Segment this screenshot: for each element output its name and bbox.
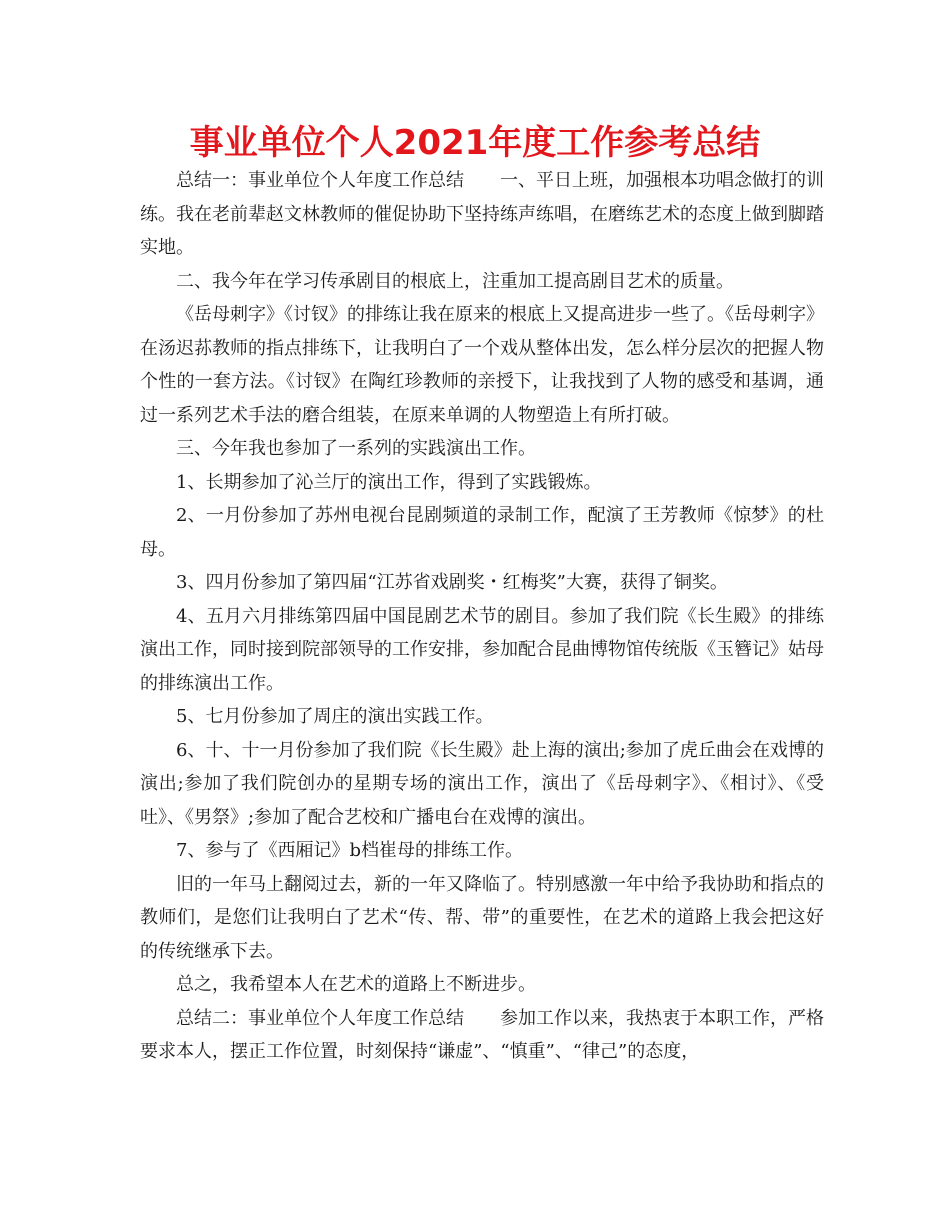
paragraph: 三、今年我也参加了一系列的实践演出工作。	[176, 438, 536, 459]
paragraph: 4、五月六月排练第四届中国昆剧艺术节的剧目。参加了我们院《长生殿》的排练演出工作，同时接到院部领导的工作安排，参加配合昆曲博物馆传统版《玉簪记》姑母的排练演出工作。	[140, 605, 824, 694]
paragraph: 2、一月份参加了苏州电视台昆剧频道的录制工作，配演了王芳教师《惊梦》的杜母。	[140, 505, 824, 560]
paragraph: 总结一：事业单位个人年度工作总结 一、平日上班，加强根本功唱念做打的训练。我在老前辈赵文林教师的催促协助下坚持练声练唱，在磨练艺术的态度上做到脚踏实地。	[140, 170, 824, 258]
document-title: 事业单位个人2021年度工作参考总结	[189, 123, 761, 163]
paragraph: 7、参与了《西厢记》b档崔母的排练工作。	[176, 840, 523, 861]
paragraph: 5、七月份参加了周庄的演出实践工作。	[176, 706, 494, 727]
paragraph: 旧的一年马上翻阅过去，新的一年又降临了。特别感激一年中给予我协助和指点的教师们，是您们让我明白了艺术“传、帮、带”的重要性，在艺术的道路上我会把这好的传统继承下去。	[140, 873, 824, 962]
paragraph: 《岳母刺字》《讨钗》的排练让我在原来的根底上又提高进步一些了。《岳母刺字》在汤迟荪教师的指点排练下，让我明白了一个戏从整体出发，怎么样分层次的把握人物个性的一套方法。《讨钗》在陶红珍教师的亲授下，让我找到了人物的感受和基调，通过一系列艺术手法的磨合组装，在原来单调的人物塑造上有所打破。	[140, 304, 824, 426]
paragraph: 总结二：事业单位个人年度工作总结 参加工作以来，我热衷于本职工作，严格要求本人，摆正工作位置，时刻保持“谦虚”、“慎重”、“律己”的态度，	[140, 1007, 824, 1062]
document-body	[140, 164, 824, 1069]
paragraph: 二、我今年在学习传承剧目的根底上，注重加工提高剧目艺术的质量。	[176, 270, 734, 292]
paragraph: 3、四月份参加了第四届“江苏省戏剧奖・红梅奖”大赛，获得了铜奖。	[176, 572, 728, 593]
paragraph: 6、十、十一月份参加了我们院《长生殿》赴上海的演出;参加了虎丘曲会在戏博的演出;参加了我们院创办的星期专场的演出工作，演出了《岳母刺字》、《相讨》、《受吐》、《男祭》;参加了配合艺校和广播电台在戏博的演出。	[140, 739, 824, 828]
paragraph: 总之，我希望本人在艺术的道路上不断进步。	[176, 974, 536, 995]
paragraph: 1、长期参加了沁兰厅的演出工作，得到了实践锻炼。	[176, 471, 602, 493]
